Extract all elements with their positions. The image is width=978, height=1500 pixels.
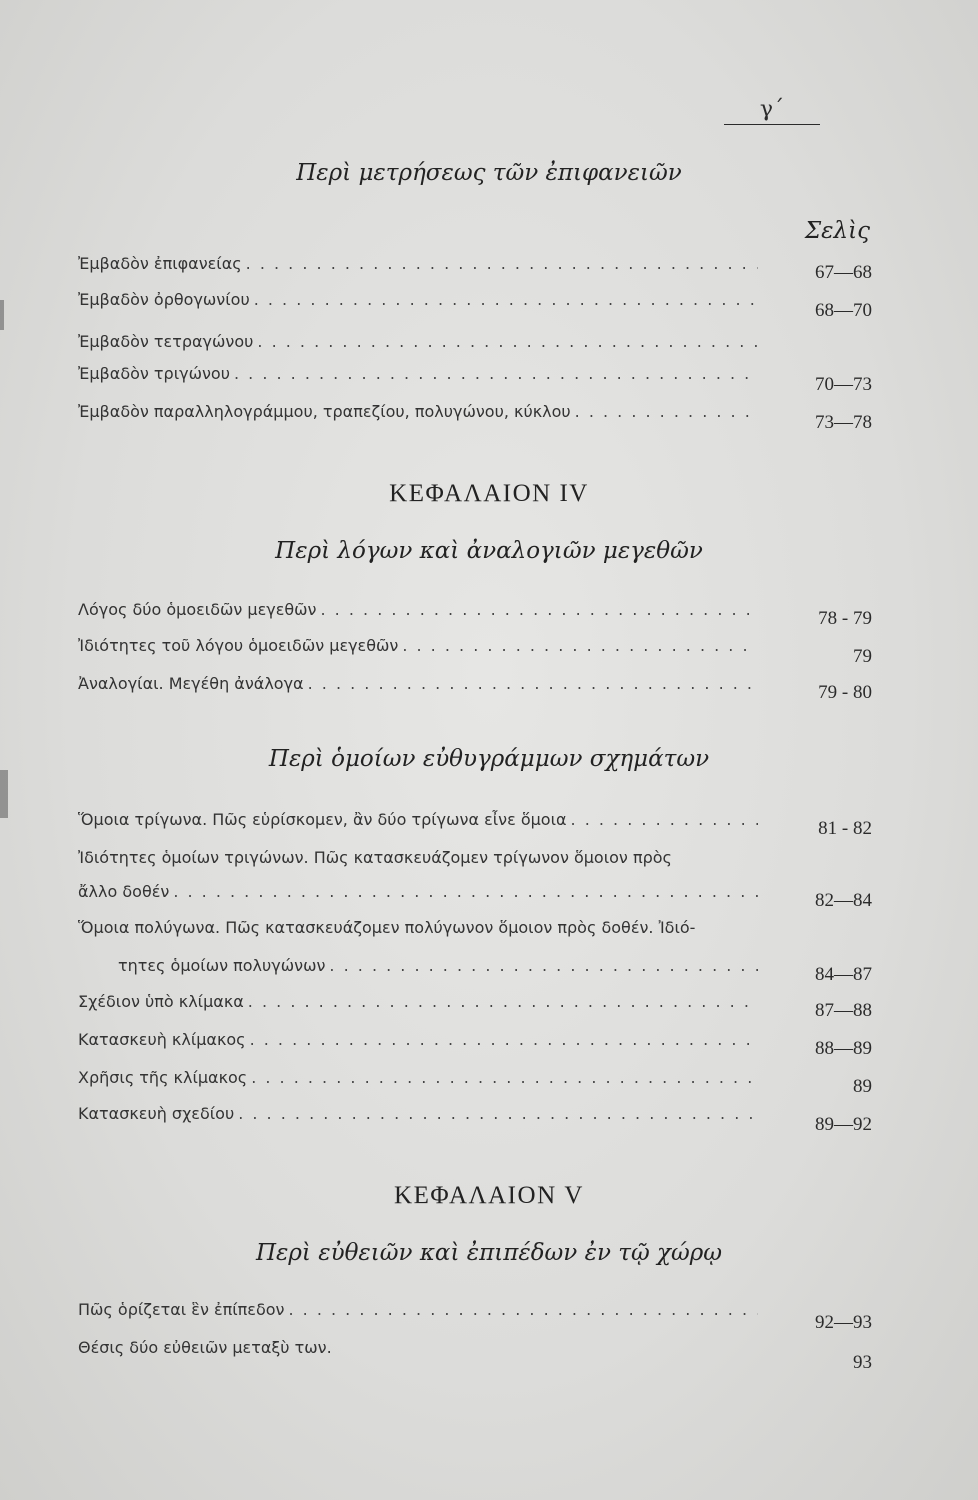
leader-dots <box>308 674 758 693</box>
leader-dots <box>257 332 758 351</box>
chapter-title: ΚΕΦΑΛΑΙΟΝ V <box>394 1182 584 1209</box>
toc-entry <box>78 810 758 838</box>
toc-entry <box>78 254 758 282</box>
edge-mark <box>0 770 8 818</box>
toc-entry <box>78 992 758 1020</box>
entry-label: Ἰδιότητες ὁμοίων τριγώνων. Πῶς κατασκευάζομεν τρίγωνον ὅμοιον πρὸς <box>78 848 672 867</box>
toc-entry <box>78 918 778 946</box>
leader-dots <box>288 1300 758 1319</box>
section-heading: Περὶ λόγων καὶ ἀναλογιῶν μεγεθῶν <box>275 538 703 564</box>
entry-pages: 70—73 <box>815 374 872 395</box>
entry-pages: 78 - 79 <box>818 608 872 629</box>
toc-entry <box>118 956 758 984</box>
entry-label: ἄλλο δοθέν <box>78 882 170 901</box>
entry-label: τητες ὁμοίων πολυγώνων <box>118 956 326 975</box>
entry-pages: 79 - 80 <box>818 682 872 703</box>
section-heading: Περὶ μετρήσεως τῶν ἐπιφανειῶν <box>296 160 682 186</box>
entry-label: Ἐμβαδὸν ὀρθογωνίου <box>78 290 250 309</box>
section-heading: Περὶ ὁμοίων εὐθυγράμμων σχημάτων <box>268 746 710 772</box>
entry-label: Ἐμβαδὸν ἐπιφανείας <box>78 254 242 273</box>
toc-entry <box>78 848 778 876</box>
entry-label: Κατασκευὴ κλίμακος <box>78 1030 246 1049</box>
entry-label: Ὅμοια τρίγωνα. Πῶς εὑρίσκομεν, ἂν δύο τρίγωνα εἶνε ὅμοια <box>78 810 567 829</box>
entry-label: Θέσις δύο εὐθειῶν μεταξὺ των. <box>78 1338 332 1357</box>
toc-entry <box>78 882 758 910</box>
entry-pages: 82—84 <box>815 890 872 911</box>
toc-entry <box>78 636 758 664</box>
leader-dots <box>254 290 758 309</box>
entry-label: Χρῆσις τῆς κλίμακος <box>78 1068 248 1087</box>
leader-dots <box>238 1104 758 1123</box>
leader-dots <box>402 636 758 655</box>
section-heading: Περὶ εὐθειῶν καὶ ἐπιπέδων ἐν τῷ χώρῳ <box>256 1240 722 1266</box>
entry-label: Ἀναλογίαι. Μεγέθη ἀνάλογα <box>78 674 304 693</box>
leader-dots <box>571 810 758 829</box>
toc-entry <box>78 1068 758 1096</box>
entry-pages: 89—92 <box>815 1114 872 1135</box>
leader-dots <box>234 364 758 383</box>
entry-label: Ἐμβαδὸν παραλληλογράμμου, τραπεζίου, πολυγώνου, κύκλου <box>78 402 571 421</box>
leader-dots <box>251 1068 758 1087</box>
entry-pages: 84—87 <box>815 964 872 985</box>
edge-mark <box>0 300 4 330</box>
toc-entry <box>78 1338 758 1366</box>
entry-label: Ἐμβαδὸν τριγώνου <box>78 364 230 383</box>
leader-dots <box>248 992 758 1011</box>
entry-label: Λόγος δύο ὁμοειδῶν μεγεθῶν <box>78 600 317 619</box>
entry-label: Ὅμοια πολύγωνα. Πῶς κατασκευάζομεν πολύγωνον ὅμοιον πρὸς δοθέν. Ἰδιό- <box>78 918 696 937</box>
toc-entry <box>78 332 758 360</box>
toc-entry <box>78 1300 758 1328</box>
entry-pages: 73—78 <box>815 412 872 433</box>
entry-pages: 79 <box>853 646 872 667</box>
toc-entry <box>78 674 758 702</box>
toc-entry <box>78 1030 758 1058</box>
entry-pages: 68—70 <box>815 300 872 321</box>
entry-label: Πῶς ὁρίζεται ἓν ἐπίπεδον <box>78 1300 285 1319</box>
entry-label: Σχέδιον ὑπὸ κλίμακα <box>78 992 244 1011</box>
entry-pages: 89 <box>853 1076 872 1097</box>
entry-label: Ἐμβαδὸν τετραγώνου <box>78 332 254 351</box>
leader-dots <box>321 600 759 619</box>
entry-pages: 93 <box>853 1352 872 1373</box>
leader-dots <box>329 956 758 975</box>
toc-entry <box>78 364 758 392</box>
entry-label: Κατασκευὴ σχεδίου <box>78 1104 235 1123</box>
toc-entry <box>78 402 758 430</box>
toc-entry <box>78 290 758 318</box>
chapter-title: ΚΕΦΑΛΑΙΟΝ IV <box>389 480 589 507</box>
entry-label: Ἰδιότητες τοῦ λόγου ὁμοειδῶν μεγεθῶν <box>78 636 399 655</box>
leader-dots <box>250 1030 758 1049</box>
page-column-header: Σελὶς <box>804 218 870 244</box>
leader-dots <box>246 254 758 273</box>
entry-pages: 67—68 <box>815 262 872 283</box>
toc-entry <box>78 1104 758 1132</box>
toc-entry <box>78 600 758 628</box>
leader-dots <box>173 882 758 901</box>
entry-pages: 92—93 <box>815 1312 872 1333</box>
entry-pages: 87—88 <box>815 1000 872 1021</box>
entry-pages: 88—89 <box>815 1038 872 1059</box>
page-number: γ΄ <box>724 96 820 125</box>
leader-dots <box>575 402 758 421</box>
entry-pages: 81 - 82 <box>818 818 872 839</box>
